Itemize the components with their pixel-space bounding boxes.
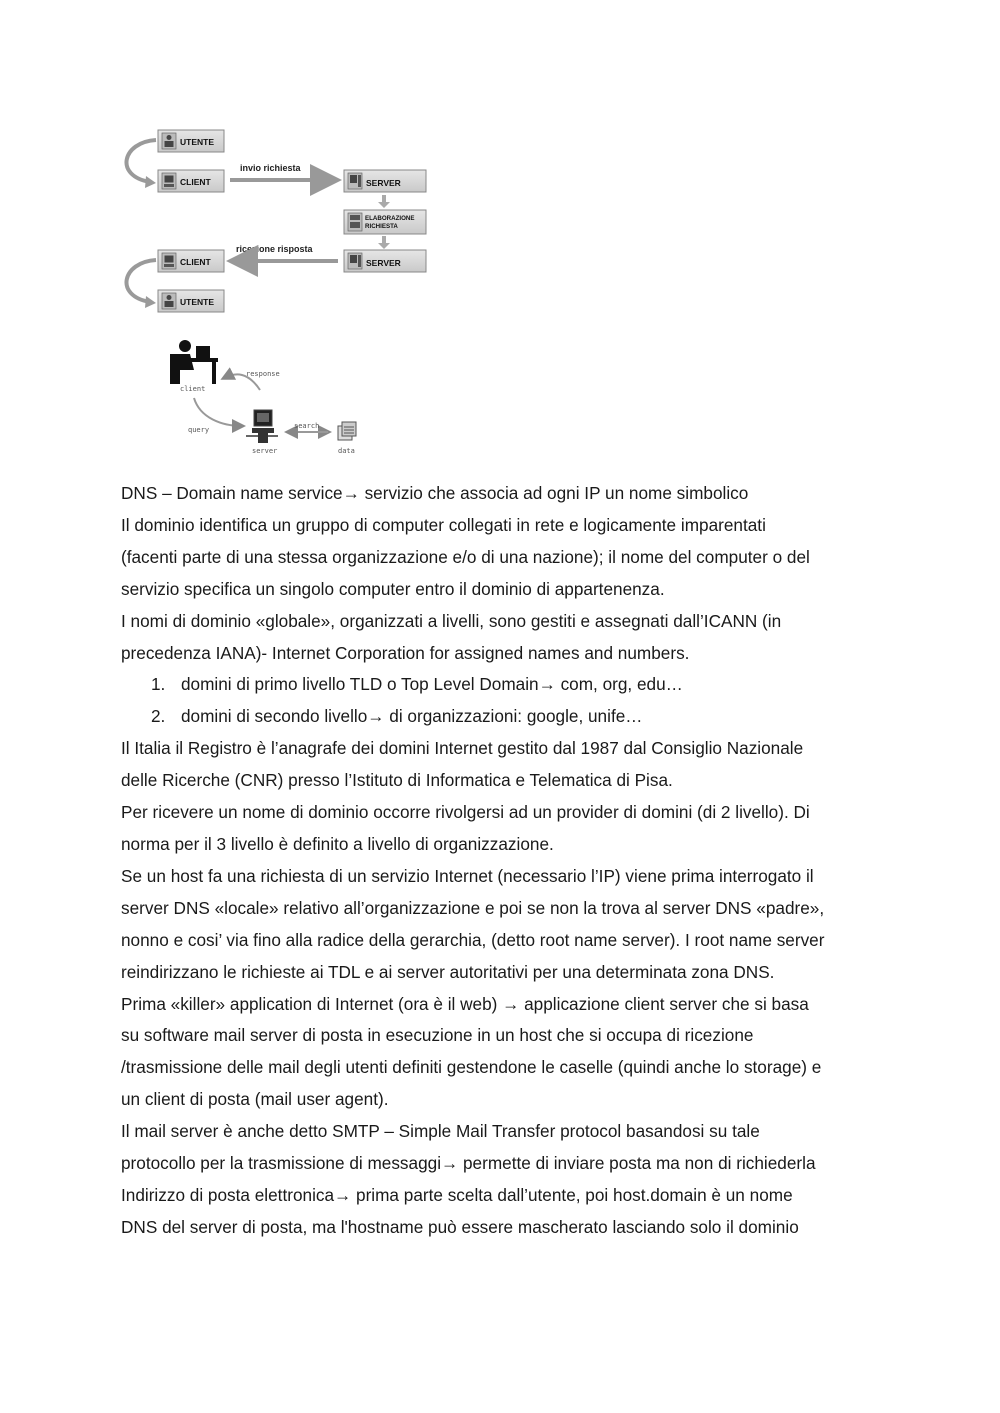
paragraph-line: Indirizzo di posta elettronica→ prima parte scelta dall’utente, poi host.domain è un nome — [121, 1184, 793, 1205]
response-label: response — [246, 370, 280, 378]
query-arrow — [194, 398, 242, 426]
data-storage-icon — [338, 422, 356, 440]
list-item-text: domini di primo livello TLD o Top Level Domain→ com, org, edu… — [181, 674, 683, 695]
paragraph-line: Per ricevere un nome di dominio occorre rivolgersi ad un provider di domini (di 2 livello). Di — [121, 802, 810, 823]
list-item — [121, 701, 891, 733]
paragraph-line: Il Italia il Registro è l’anagrafe dei domini Internet gestito dal 1987 dal Consiglio Nazionale — [121, 738, 804, 759]
ricezione-risposta-label: ricezione risposta — [236, 244, 313, 254]
invio-richiesta-label: invio richiesta — [240, 163, 301, 173]
paragraph-line: servizio specifica un singolo computer entro il dominio di appartenenza. — [121, 578, 665, 599]
client-label: client — [180, 385, 206, 393]
down-arrow-icon — [378, 236, 390, 249]
paragraph-line: DNS – Domain name service→ servizio che associa ad ogni IP un nome simbolico — [121, 483, 749, 503]
list-item — [121, 669, 891, 701]
client-box-bottom — [158, 250, 224, 272]
list-number: 1. — [151, 674, 166, 695]
richiesta-label: RICHIESTA — [365, 223, 398, 230]
down-arrow-icon — [378, 195, 390, 208]
utente-box-bottom — [158, 290, 224, 312]
client-label: CLIENT — [180, 177, 211, 187]
query-response-diagram — [160, 338, 370, 460]
server-computer-icon — [246, 410, 278, 443]
list-item-text: domini di secondo livello→ di organizzazioni: google, unife… — [181, 706, 643, 727]
paragraph-line: un client di posta (mail user agent). — [121, 1089, 389, 1110]
paragraph-line: DNS del server di posta, ma l'hostname può essere mascherato lasciando solo il dominio — [121, 1216, 799, 1237]
paragraph-line: precedenza IANA)- Internet Corporation for assigned names and numbers. — [121, 642, 690, 663]
server-label: SERVER — [366, 178, 401, 188]
curved-arrow-bottom — [126, 260, 156, 302]
curved-arrow-top — [126, 140, 156, 182]
paragraph-line: nonno e cosi’ via fino alla radice della gerarchia, (detto root name server). I root name server — [121, 929, 825, 950]
paragraph-line: Il dominio identifica un gruppo di computer collegati in rete e logicamente imparentati — [121, 514, 766, 535]
client-label: CLIENT — [180, 257, 211, 267]
paragraph-line: reindirizzano le richieste ai TDL e ai server autoritativi per una determinata zona DNS. — [121, 961, 775, 982]
server-box-bottom — [344, 250, 426, 272]
query-label: query — [188, 426, 210, 434]
paragraph-line: su software mail server di posta in esecuzione in un host che si occupa di ricezione — [121, 1025, 754, 1046]
client-server-flow-diagram — [118, 124, 438, 320]
server-box-top — [344, 170, 426, 192]
search-label: search — [294, 422, 320, 430]
paragraph-line: server DNS «locale» relativo all’organizzazione e poi se non la trova al server DNS «padre», — [121, 897, 825, 918]
paragraph-line: I nomi di dominio «globale», organizzati a livelli, sono gestiti e assegnati dall’ICANN (in — [121, 610, 782, 631]
user-at-desk-icon — [170, 340, 218, 384]
paragraph-line: Se un host fa una richiesta di un servizio Internet (necessario l’IP) viene prima interrogato il — [121, 865, 814, 886]
paragraph-line: Prima «killer» application di Internet (ora è il web) → applicazione client server che si basa — [121, 993, 809, 1014]
server-label: server — [252, 447, 278, 455]
paragraph-line: protocollo per la trasmissione di messaggi→ permette di inviare posta ma non di richiederla — [121, 1153, 816, 1174]
utente-box-top — [158, 130, 224, 152]
data-label: data — [338, 447, 355, 455]
document-body — [121, 478, 891, 1244]
paragraph-line: norma per il 3 livello è definito a livello di organizzazione. — [121, 833, 554, 854]
utente-label: UTENTE — [180, 297, 214, 307]
utente-label: UTENTE — [180, 137, 214, 147]
list-number: 2. — [151, 706, 166, 727]
elaborazione-label: ELABORAZIONE — [365, 215, 415, 222]
client-box-top — [158, 170, 224, 192]
paragraph-line: (facenti parte di una stessa organizzazione e/o di una nazione); il nome del computer o del — [121, 546, 810, 567]
paragraph-line: Il mail server è anche detto SMTP – Simple Mail Transfer protocol basandosi su tale — [121, 1121, 760, 1142]
server-label: SERVER — [366, 258, 401, 268]
elaborazione-box — [344, 210, 426, 234]
paragraph-line: delle Ricerche (CNR) presso l’Istituto di Informatica e Telematica di Pisa. — [121, 770, 673, 791]
paragraph-line: /trasmissione delle mail degli utenti definiti gestendone le caselle (quindi anche lo storage) e — [121, 1057, 822, 1078]
